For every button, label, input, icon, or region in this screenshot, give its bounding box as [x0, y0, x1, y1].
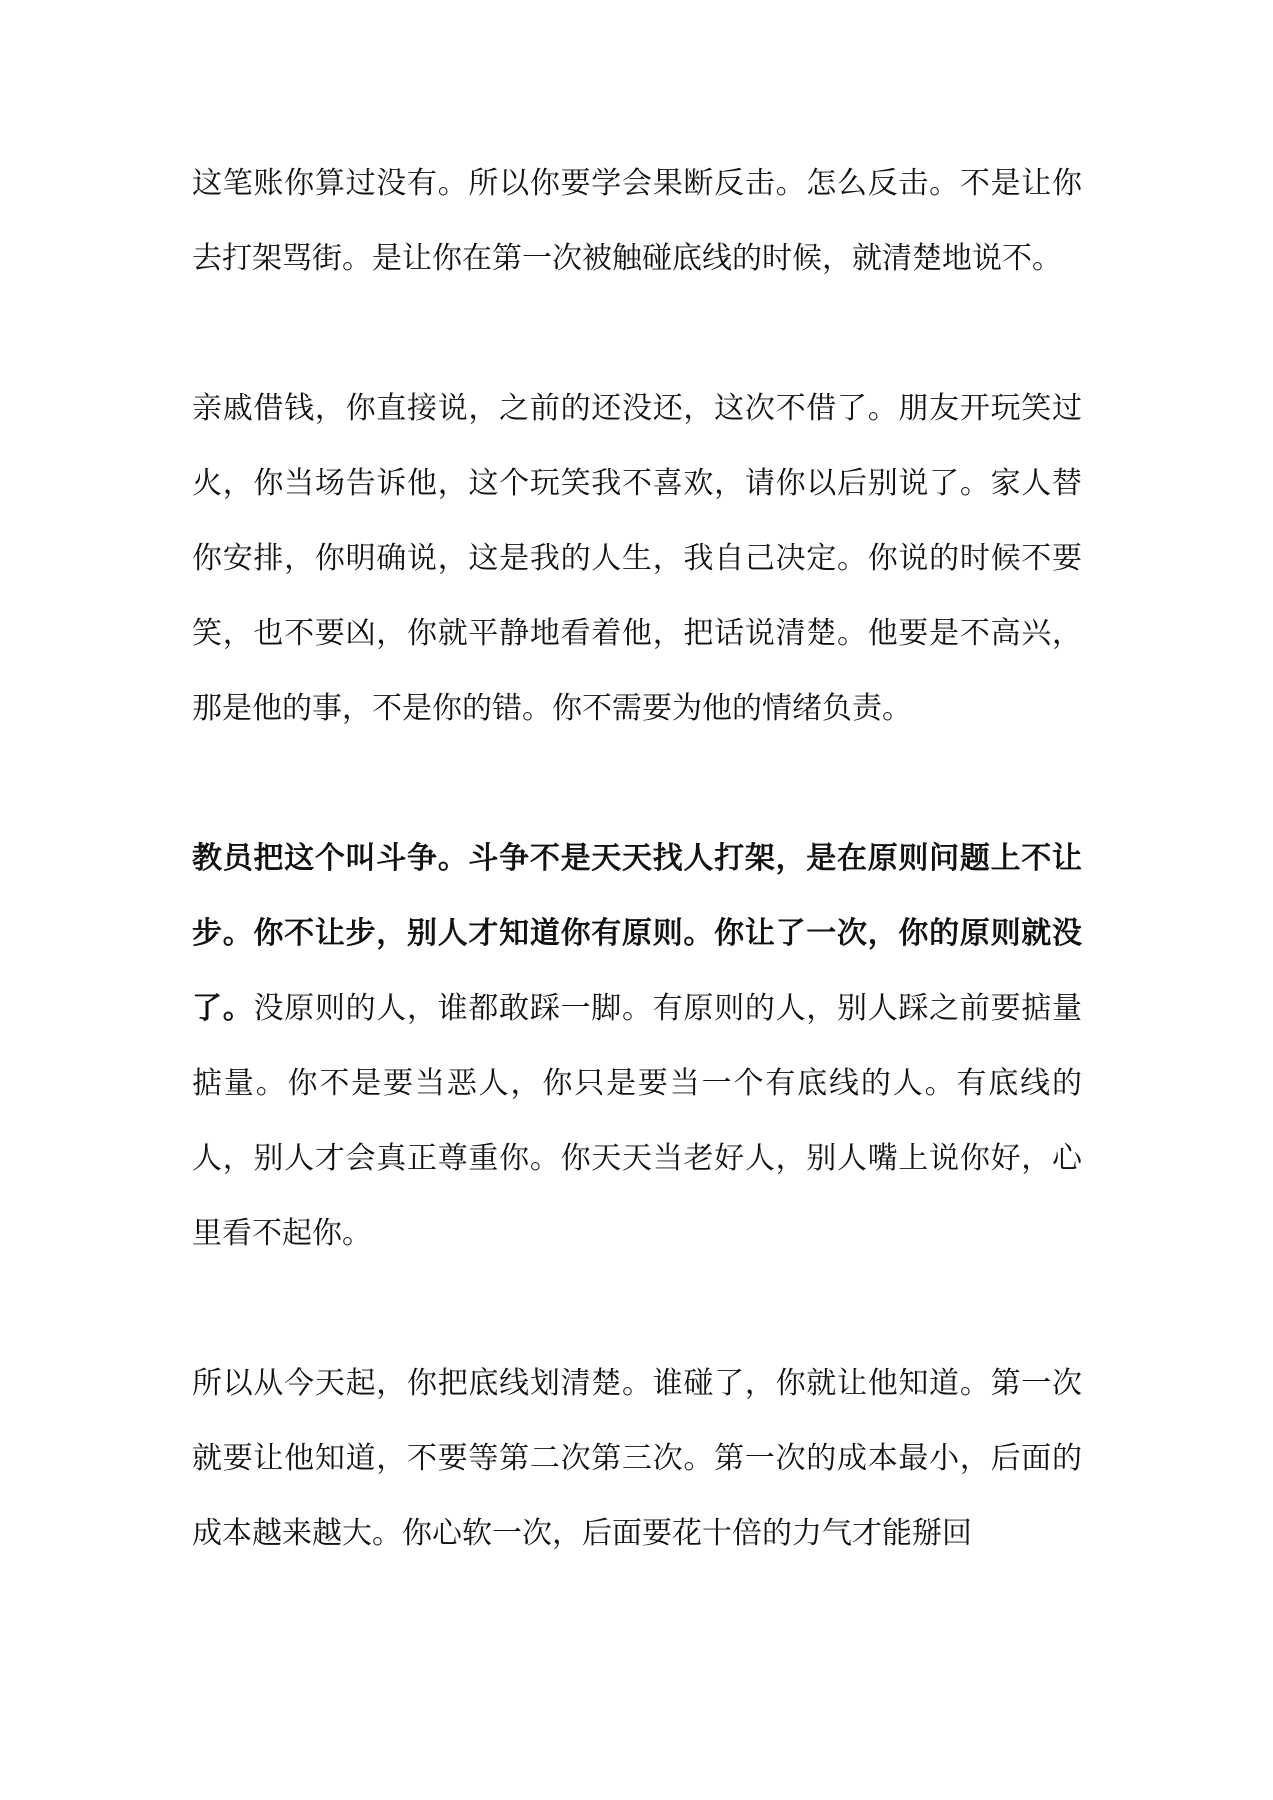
paragraph-3: [192, 821, 1082, 1271]
paragraph-1: [192, 146, 1082, 296]
paragraph-4: [192, 1346, 1082, 1571]
paragraph-2: [192, 371, 1082, 746]
paragraph-3-text: 没原则的人，谁都敢踩一脚。有原则的人，别人踩之前要掂量掂量。你不是要当恶人，你只是要当一个有底线的人。有底线的人，别人才会真正尊重你。你天天当老好人，别人嘴上说你好，心里看不起你。: [192, 991, 1083, 1251]
paragraph-4-text: 所以从今天起，你把底线划清楚。谁碰了，你就让他知道。第一次就要让他知道，不要等第二次第三次。第一次的成本最小，后面的成本越来越大。你心软一次，后面要花十倍的力气才能掰回: [192, 1366, 1082, 1551]
paragraph-3-bold-text: 教员把这个叫斗争。斗争不是天天找人打架，是在原则问题上不让步。你不让步，别人才知道你有原则。你让了一次，你的原则就没了。: [192, 841, 1082, 1026]
paragraph-1-text: 这笔账你算过没有。所以你要学会果断反击。怎么反击。不是让你去打架骂街。是让你在第一次被触碰底线的时候，就清楚地说不。: [192, 166, 1082, 276]
paragraph-2-text: 亲戚借钱，你直接说，之前的还没还，这次不借了。朋友开玩笑过火，你当场告诉他，这个玩笑我不喜欢，请你以后别说了。家人替你安排，你明确说，这是我的人生，我自己决定。你说的时候不要笑，也不要凶，你就平静地看着他，把话说清楚。他要是不高兴，那是他的事，不是你的错。你不需要为他的情绪负责。: [192, 391, 1082, 726]
document-body: [192, 146, 1082, 1571]
